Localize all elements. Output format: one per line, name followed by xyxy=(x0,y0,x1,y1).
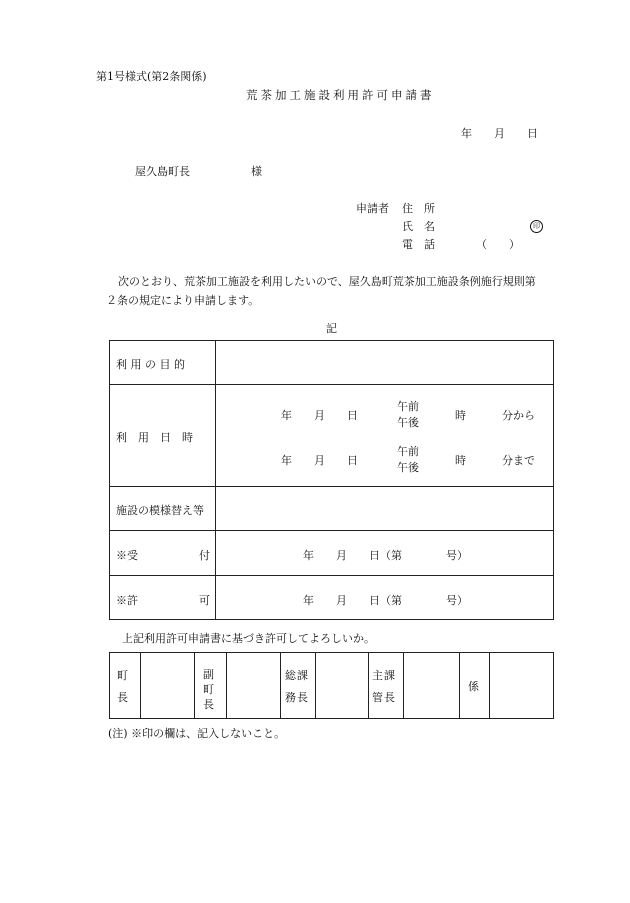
body-line-2: ２条の規定により申請します。 xyxy=(106,294,260,307)
approval-label-general-top: 総課 xyxy=(285,669,309,682)
application-table xyxy=(109,340,554,620)
from-suffix: 分から xyxy=(502,409,535,422)
approval-label-vice-mayor: 副町長 xyxy=(203,668,214,711)
ki-heading: 記 xyxy=(326,322,337,335)
approval-label-chief-bottom: 管長 xyxy=(372,691,396,704)
approval-col-divider xyxy=(140,652,141,719)
applicant-heading: 申請者 xyxy=(356,202,389,215)
to-pm: 午後 xyxy=(397,461,419,474)
table-row-divider xyxy=(109,486,554,487)
approval-table xyxy=(109,652,554,719)
approval-col-divider xyxy=(226,652,227,719)
approval-col-divider xyxy=(315,652,316,719)
table-row-divider xyxy=(109,575,554,576)
form-title: 荒茶加工施設利用許可申請書 xyxy=(246,88,435,102)
approval-label-mayor: 町長 xyxy=(117,669,128,704)
approval-label-chief-top: 主課 xyxy=(372,669,396,682)
datetime-label: 利 用 日 時 xyxy=(116,431,193,444)
approval-col-divider xyxy=(459,652,460,719)
approval-col-divider xyxy=(368,652,369,719)
modify-label: 施設の模様替え等 xyxy=(116,504,204,517)
permit-value: 年 月 日（第 号） xyxy=(303,594,468,607)
to-date: 年 月 日 xyxy=(281,454,358,467)
phone-parens: （ ） xyxy=(476,238,520,251)
body-line-1: 次のとおり、荒茶加工施設を利用したいので、屋久島町荒茶加工施設条例施行規則第 xyxy=(118,275,536,288)
to-am: 午前 xyxy=(397,445,419,458)
from-hour: 時 xyxy=(455,409,466,422)
approval-col-divider xyxy=(194,652,195,719)
approval-col-divider xyxy=(280,652,281,719)
table-row-divider xyxy=(109,530,554,531)
permit-label-b: 可 xyxy=(199,594,210,607)
modify-field[interactable] xyxy=(222,494,548,522)
permit-label-a: ※許 xyxy=(116,594,138,607)
receipt-label-a: ※受 xyxy=(116,549,138,562)
date-line: 年 月 日 xyxy=(461,127,538,140)
from-pm: 午後 xyxy=(397,416,419,429)
phone-label: 電 話 xyxy=(402,238,435,251)
receipt-label-b: 付 xyxy=(199,549,210,562)
from-date: 年 月 日 xyxy=(281,409,358,422)
approval-col-divider xyxy=(489,652,490,719)
table-row-divider xyxy=(109,384,554,385)
name-label: 氏 名 xyxy=(402,220,435,233)
purpose-label: 利 用 の 目 的 xyxy=(116,358,185,371)
seal-mark: 印 xyxy=(530,218,543,233)
addressee-name: 屋久島町長 xyxy=(135,165,190,178)
approval-label-staff: 係 xyxy=(468,680,479,693)
approval-col-divider xyxy=(403,652,404,719)
to-hour: 時 xyxy=(455,454,466,467)
addressee-honorific: 様 xyxy=(251,165,262,178)
form-number: 第1号様式(第2条関係) xyxy=(96,70,207,83)
address-label: 住 所 xyxy=(402,202,435,215)
purpose-field[interactable] xyxy=(222,350,548,378)
receipt-value: 年 月 日（第 号） xyxy=(303,549,468,562)
table-col-divider xyxy=(215,340,216,620)
from-am: 午前 xyxy=(397,400,419,413)
footnote: (注) ※印の欄は、記入しないこと。 xyxy=(108,727,286,740)
approval-label-general-bottom: 務長 xyxy=(285,691,309,704)
approval-intro: 上記利用許可申請書に基づき許可してよろしいか。 xyxy=(122,632,375,645)
to-suffix: 分まで xyxy=(502,454,535,467)
